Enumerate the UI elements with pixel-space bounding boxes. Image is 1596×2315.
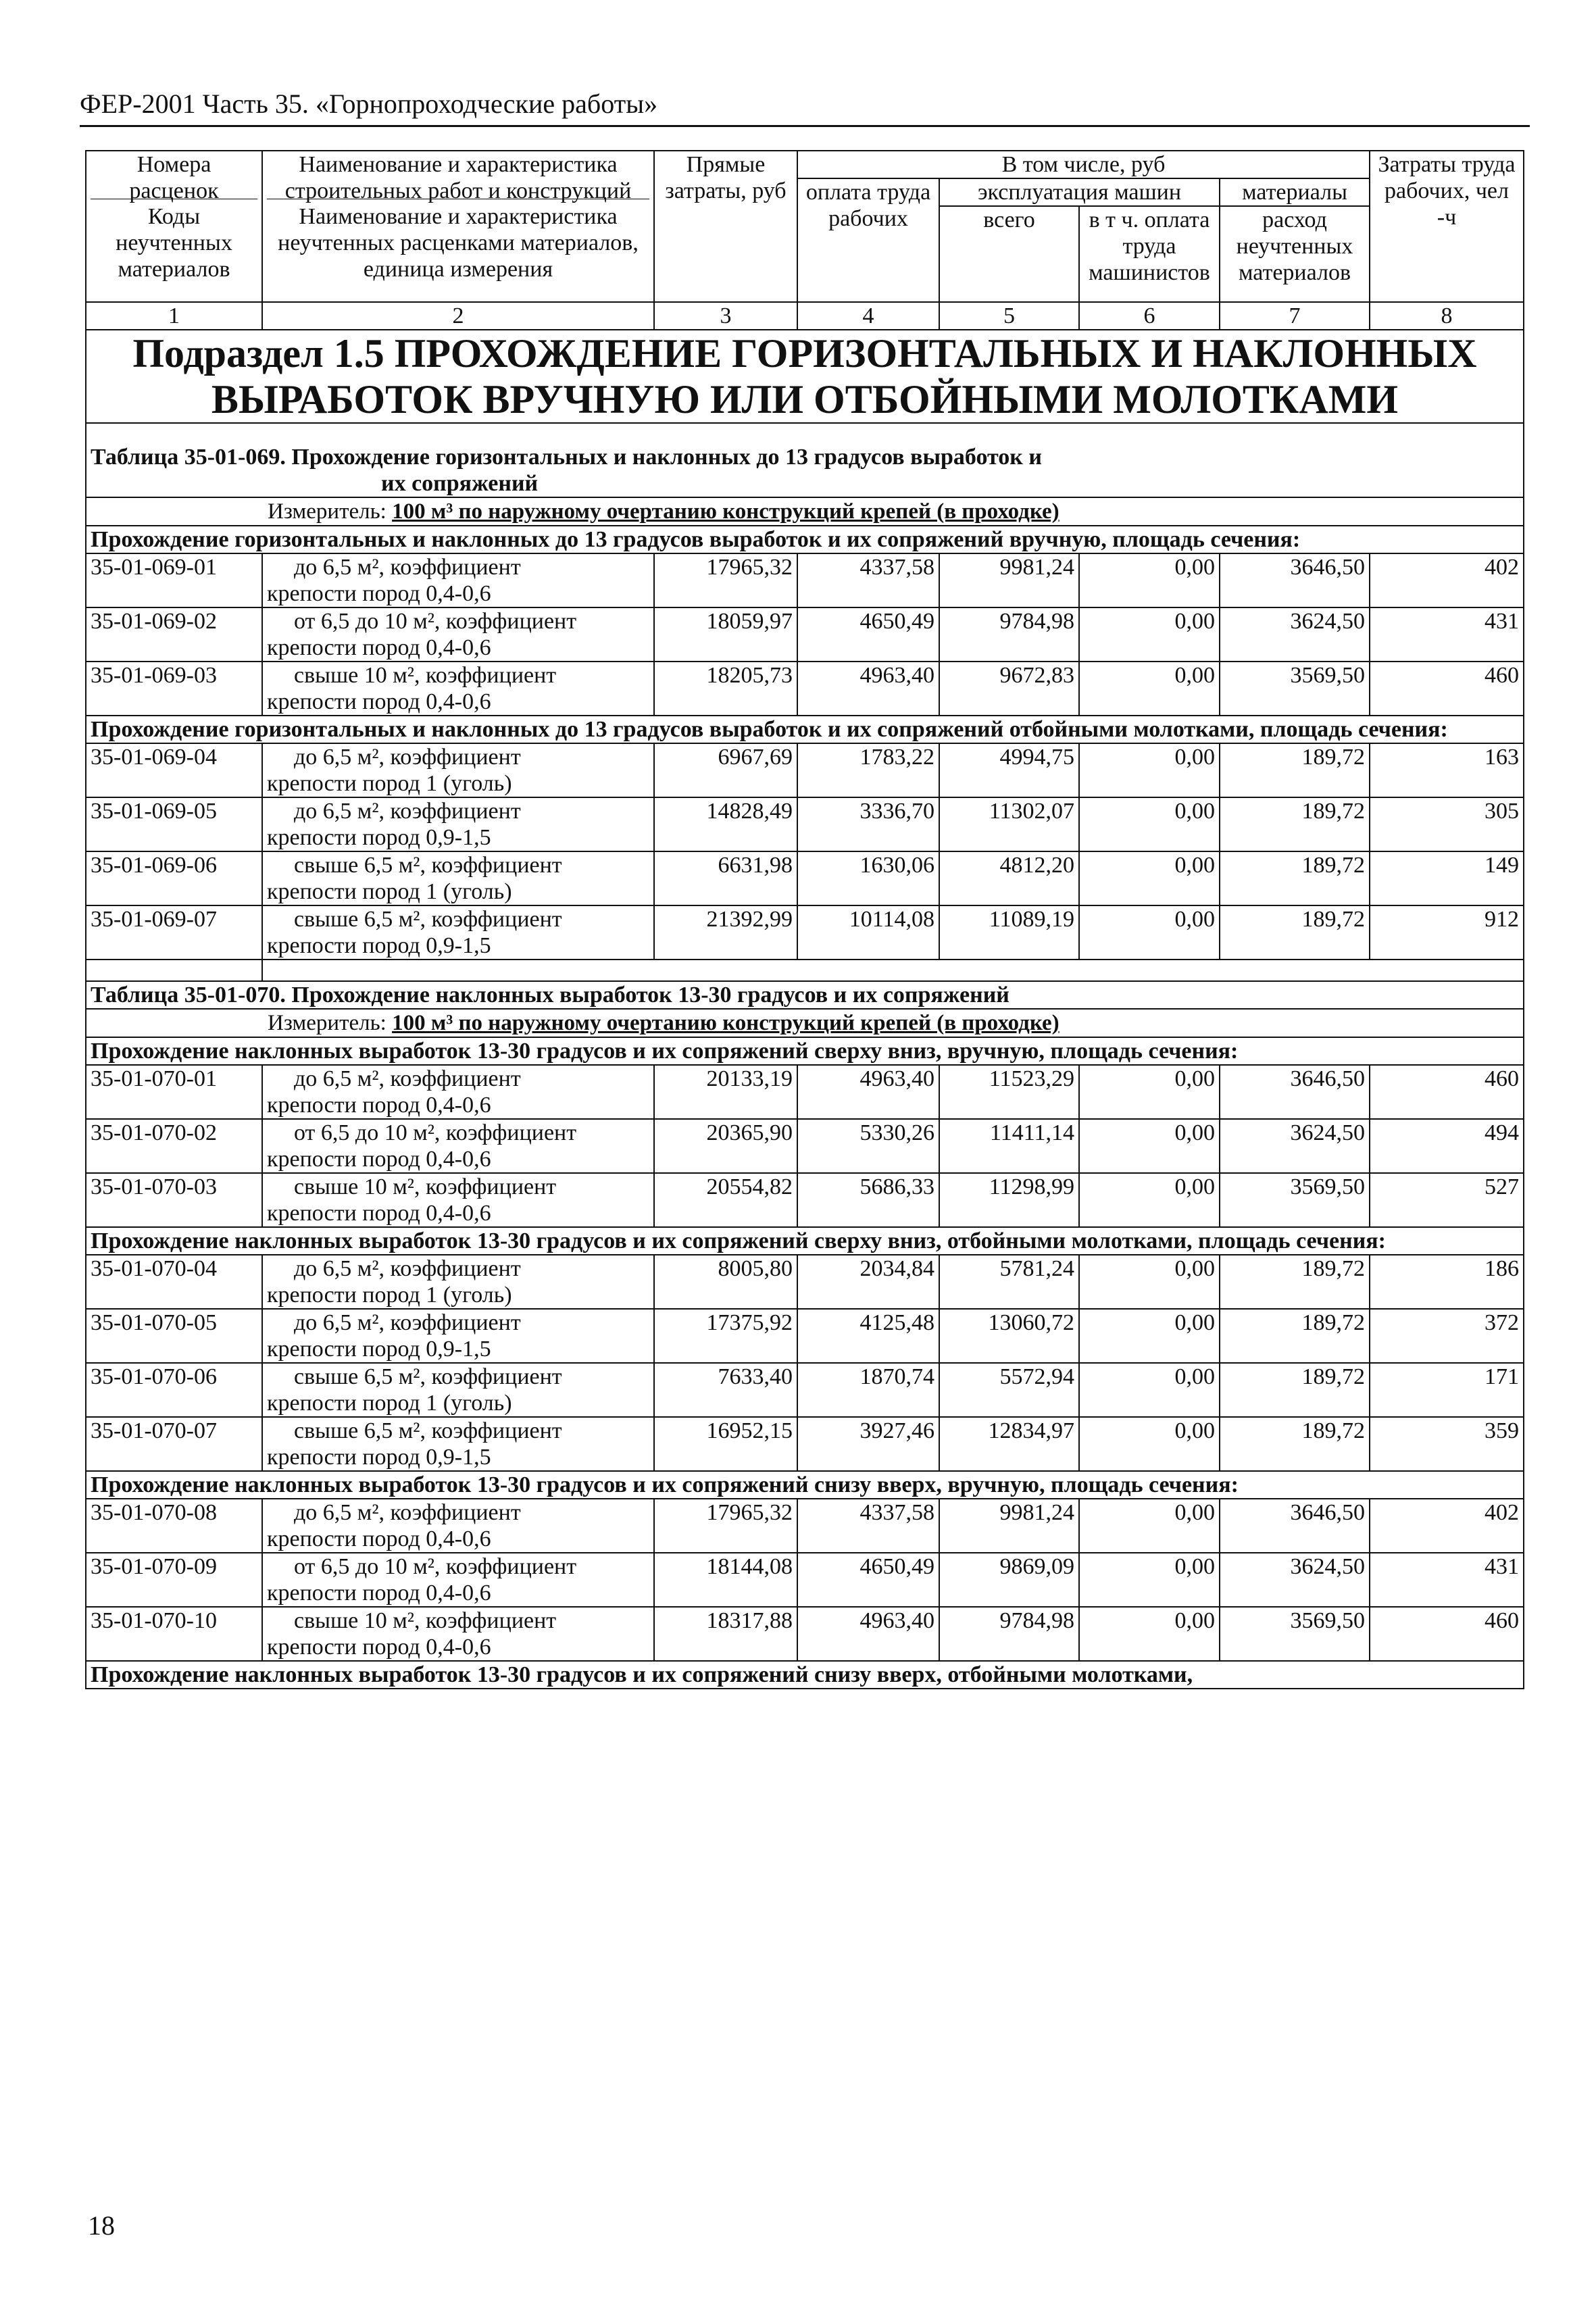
rate-name: [262, 662, 654, 716]
subsection-title: [86, 330, 1524, 423]
machines-total: 5572,94: [939, 1363, 1079, 1417]
machinist-pay: 0,00: [1079, 1065, 1220, 1119]
rate-code: 35-01-069-02: [86, 607, 262, 662]
labor-hours: 149: [1370, 851, 1524, 905]
group-header-row: [86, 1661, 1524, 1689]
group-title: Прохождение наклонных выработок 13-30 градусов и их сопряжений снизу вверх, отбойными молотками,: [86, 1661, 1524, 1689]
direct-cost: 18205,73: [654, 662, 797, 716]
table-row: [86, 1499, 1524, 1553]
group-header-row: [86, 716, 1524, 743]
header-col1: [86, 151, 262, 302]
labor-hours: 305: [1370, 797, 1524, 851]
materials-cost: 3646,50: [1220, 553, 1370, 607]
table-row: [86, 743, 1524, 797]
column-number: 6: [1079, 302, 1220, 330]
rate-code: 35-01-070-01: [86, 1065, 262, 1119]
labor-hours: 402: [1370, 553, 1524, 607]
rate-name-line2: крепости пород 0,9-1,5: [267, 933, 491, 958]
machinist-pay: 0,00: [1079, 743, 1220, 797]
rate-name: [262, 1255, 654, 1309]
machines-total: 12834,97: [939, 1417, 1079, 1471]
machines-total: 11298,99: [939, 1173, 1079, 1227]
materials-cost: 189,72: [1220, 1363, 1370, 1417]
machines-total: 4994,75: [939, 743, 1079, 797]
machinist-pay: 0,00: [1079, 1119, 1220, 1173]
table2-title: [86, 981, 1524, 1009]
header-materials: материалы: [1220, 178, 1370, 206]
rate-name-line2: крепости пород 1 (уголь): [267, 771, 512, 796]
labor-hours: 186: [1370, 1255, 1524, 1309]
machinist-pay: 0,00: [1079, 1363, 1220, 1417]
rate-name: [262, 743, 654, 797]
rate-name-line1: свыше 6,5 м², коэффициент: [294, 853, 562, 878]
page-number: 18: [88, 2210, 115, 2241]
labor-pay: 4125,48: [797, 1309, 939, 1363]
rate-name-line2: крепости пород 1 (уголь): [267, 1283, 512, 1308]
direct-cost: 20133,19: [654, 1065, 797, 1119]
header-col1-bottom: Коды неучтенных материалов: [91, 199, 257, 282]
table1-title-line1: Таблица 35-01-069. Прохождение горизонтальных и наклонных до 13 градусов выработок и: [91, 445, 1042, 470]
rate-name: [262, 1119, 654, 1173]
table1-measure: [86, 497, 1524, 526]
materials-cost: 3624,50: [1220, 1553, 1370, 1607]
column-number: 4: [797, 302, 939, 330]
machines-total: 9672,83: [939, 662, 1079, 716]
rate-name-line1: свыше 6,5 м², коэффициент: [294, 1364, 562, 1389]
direct-cost: 18144,08: [654, 1553, 797, 1607]
column-number: 8: [1370, 302, 1524, 330]
machines-total: 4812,20: [939, 851, 1079, 905]
labor-pay: 3927,46: [797, 1417, 939, 1471]
table-row: [86, 553, 1524, 607]
rate-name: [262, 1607, 654, 1661]
rate-code: 35-01-069-06: [86, 851, 262, 905]
labor-hours: 912: [1370, 905, 1524, 960]
rate-name: [262, 1173, 654, 1227]
direct-cost: 17965,32: [654, 1499, 797, 1553]
table2-measure-text: [91, 1010, 1519, 1037]
table-row: [86, 1119, 1524, 1173]
table1-measure-value: 100 м³ по наружному очертанию конструкций крепей (в проходке): [392, 499, 1059, 524]
labor-pay: 4963,40: [797, 662, 939, 716]
rate-name-line1: от 6,5 до 10 м², коэффициент: [294, 1120, 577, 1145]
rate-name: [262, 607, 654, 662]
table-row: [86, 797, 1524, 851]
machines-total: 9981,24: [939, 553, 1079, 607]
group-header-row: [86, 526, 1524, 553]
labor-hours: 460: [1370, 1065, 1524, 1119]
labor-hours: 359: [1370, 1417, 1524, 1471]
rate-name-line1: свыше 10 м², коэффициент: [294, 1608, 557, 1633]
rate-name-line1: до 6,5 м², коэффициент: [294, 1066, 521, 1091]
rate-name-line1: свыше 10 м², коэффициент: [294, 663, 557, 688]
subsection-title-line1: Подраздел 1.5 ПРОХОЖДЕНИЕ ГОРИЗОНТАЛЬНЫХ И НАКЛОННЫХ: [132, 331, 1477, 376]
materials-cost: 3569,50: [1220, 1173, 1370, 1227]
rate-code: 35-01-070-02: [86, 1119, 262, 1173]
rate-name-line1: свыше 6,5 м², коэффициент: [294, 1418, 562, 1443]
rate-name: [262, 1309, 654, 1363]
direct-cost: 18317,88: [654, 1607, 797, 1661]
table1-title-line2: их сопряжений: [381, 471, 539, 496]
machines-total: 11302,07: [939, 797, 1079, 851]
direct-cost: 17965,32: [654, 553, 797, 607]
table-row: [86, 1363, 1524, 1417]
rate-name-line1: от 6,5 до 10 м², коэффициент: [294, 609, 577, 634]
rate-name-line2: крепости пород 0,4-0,6: [267, 1580, 491, 1605]
rate-name: [262, 1065, 654, 1119]
labor-pay: 4337,58: [797, 553, 939, 607]
labor-hours: 460: [1370, 1607, 1524, 1661]
machinist-pay: 0,00: [1079, 797, 1220, 851]
labor-pay: 2034,84: [797, 1255, 939, 1309]
rates-table-body: [86, 151, 1524, 1689]
machines-total: 11089,19: [939, 905, 1079, 960]
header-col6: в т ч. оплата труда машинистов: [1079, 206, 1220, 302]
materials-cost: 3646,50: [1220, 1065, 1370, 1119]
table1-measure-text: [91, 498, 1519, 525]
spacer-cell: [262, 960, 1524, 981]
column-number: 1: [86, 302, 262, 330]
rate-name: [262, 1553, 654, 1607]
header-col5: всего: [939, 206, 1079, 302]
rate-name-line1: от 6,5 до 10 м², коэффициент: [294, 1554, 577, 1579]
labor-hours: 460: [1370, 662, 1524, 716]
rate-name: [262, 1363, 654, 1417]
machinist-pay: 0,00: [1079, 1309, 1220, 1363]
labor-hours: 494: [1370, 1119, 1524, 1173]
rate-code: 35-01-070-04: [86, 1255, 262, 1309]
materials-cost: 3569,50: [1220, 662, 1370, 716]
labor-pay: 1783,22: [797, 743, 939, 797]
header-col8: Затраты труда рабочих, чел -ч: [1370, 151, 1524, 302]
machinist-pay: 0,00: [1079, 1499, 1220, 1553]
rate-code: 35-01-070-07: [86, 1417, 262, 1471]
table-spacer-row: [86, 960, 1524, 981]
group-title: Прохождение горизонтальных и наклонных до 13 градусов выработок и их сопряжений вручную, площадь сечения:: [86, 526, 1524, 553]
table1-measure-row: [86, 497, 1524, 526]
rate-name: [262, 905, 654, 960]
rate-name-line2: крепости пород 0,4-0,6: [267, 1526, 491, 1551]
header-col3: Прямые затраты, руб: [654, 151, 797, 302]
table-row: [86, 662, 1524, 716]
machines-total: 11411,14: [939, 1119, 1079, 1173]
machinist-pay: 0,00: [1079, 1607, 1220, 1661]
table-row: [86, 1173, 1524, 1227]
labor-pay: 1630,06: [797, 851, 939, 905]
machines-total: 11523,29: [939, 1065, 1079, 1119]
labor-pay: 3336,70: [797, 797, 939, 851]
table-row: [86, 905, 1524, 960]
rate-name-line2: крепости пород 0,4-0,6: [267, 1147, 491, 1172]
rate-name-line2: крепости пород 0,4-0,6: [267, 1635, 491, 1660]
header-incl: В том числе, руб: [797, 151, 1370, 178]
table-row: [86, 1065, 1524, 1119]
subsection-title-line2: ВЫРАБОТОК ВРУЧНУЮ ИЛИ ОТБОЙНЫМИ МОЛОТКАМИ: [211, 377, 1399, 422]
table1-title-row: [86, 423, 1524, 497]
direct-cost: 8005,80: [654, 1255, 797, 1309]
group-header-row: [86, 1471, 1524, 1499]
table2-measure-label: Измеритель:: [268, 1011, 386, 1035]
table2-measure-value: 100 м³ по наружному очертанию конструкций крепей (в проходке): [392, 1011, 1059, 1035]
rate-name: [262, 851, 654, 905]
machines-total: 5781,24: [939, 1255, 1079, 1309]
rate-name-line1: до 6,5 м², коэффициент: [294, 1310, 521, 1335]
machines-total: 9981,24: [939, 1499, 1079, 1553]
rate-code: 35-01-070-06: [86, 1363, 262, 1417]
machinist-pay: 0,00: [1079, 1255, 1220, 1309]
rate-name-line2: крепости пород 0,4-0,6: [267, 581, 491, 606]
rate-code: 35-01-069-05: [86, 797, 262, 851]
table-row: [86, 1553, 1524, 1607]
machines-total: 9784,98: [939, 607, 1079, 662]
rate-code: 35-01-070-03: [86, 1173, 262, 1227]
rate-name: [262, 1499, 654, 1553]
rate-name-line2: крепости пород 0,9-1,5: [267, 1337, 491, 1362]
table2-title-row: [86, 981, 1524, 1009]
column-number-row: [86, 302, 1524, 330]
rates-table: [85, 150, 1524, 1689]
machines-total: 13060,72: [939, 1309, 1079, 1363]
rate-name-line1: до 6,5 м², коэффициент: [294, 555, 521, 580]
labor-hours: 527: [1370, 1173, 1524, 1227]
rate-name: [262, 797, 654, 851]
table-row: [86, 607, 1524, 662]
header-col7: расход неучтенных материалов: [1220, 206, 1370, 302]
direct-cost: 6967,69: [654, 743, 797, 797]
direct-cost: 16952,15: [654, 1417, 797, 1471]
labor-hours: 372: [1370, 1309, 1524, 1363]
labor-pay: 4337,58: [797, 1499, 939, 1553]
labor-hours: 402: [1370, 1499, 1524, 1553]
rate-code: 35-01-070-09: [86, 1553, 262, 1607]
labor-pay: 4963,40: [797, 1065, 939, 1119]
table2-title-line1: Таблица 35-01-070. Прохождение наклонных выработок 13-30 градусов и их сопряжений: [91, 982, 1009, 1007]
rate-name-line2: крепости пород 0,9-1,5: [267, 825, 491, 850]
rate-name-line1: свыше 10 м², коэффициент: [294, 1174, 557, 1199]
labor-pay: 10114,08: [797, 905, 939, 960]
column-number: 5: [939, 302, 1079, 330]
rate-name-line2: крепости пород 0,9-1,5: [267, 1445, 491, 1470]
group-header-row: [86, 1037, 1524, 1065]
rate-name-line1: до 6,5 м², коэффициент: [294, 745, 521, 770]
rate-name-line1: до 6,5 м², коэффициент: [294, 799, 521, 824]
table-row: [86, 1309, 1524, 1363]
rate-name-line2: крепости пород 0,4-0,6: [267, 635, 491, 660]
materials-cost: 189,72: [1220, 905, 1370, 960]
table2-measure: [86, 1009, 1524, 1037]
spacer-cell: [86, 960, 262, 981]
labor-pay: 4650,49: [797, 1553, 939, 1607]
group-header-row: [86, 1227, 1524, 1255]
materials-cost: 3624,50: [1220, 607, 1370, 662]
labor-hours: 163: [1370, 743, 1524, 797]
direct-cost: 17375,92: [654, 1309, 797, 1363]
rate-code: 35-01-070-10: [86, 1607, 262, 1661]
labor-pay: 4963,40: [797, 1607, 939, 1661]
rate-name-line2: крепости пород 1 (уголь): [267, 879, 512, 904]
table-row: [86, 1417, 1524, 1471]
rate-name-line1: до 6,5 м², коэффициент: [294, 1256, 521, 1281]
direct-cost: 7633,40: [654, 1363, 797, 1417]
machinist-pay: 0,00: [1079, 553, 1220, 607]
materials-cost: 189,72: [1220, 851, 1370, 905]
rate-name-line2: крепости пород 0,4-0,6: [267, 1201, 491, 1226]
rate-code: 35-01-070-05: [86, 1309, 262, 1363]
labor-hours: 171: [1370, 1363, 1524, 1417]
column-number: 7: [1220, 302, 1370, 330]
column-number: 2: [262, 302, 654, 330]
rate-code: 35-01-069-04: [86, 743, 262, 797]
column-number: 3: [654, 302, 797, 330]
machinist-pay: 0,00: [1079, 851, 1220, 905]
rate-name-line1: до 6,5 м², коэффициент: [294, 1500, 521, 1525]
group-title: Прохождение горизонтальных и наклонных до 13 градусов выработок и их сопряжений отбойными молотками, площадь сечения:: [86, 716, 1524, 743]
running-header: ФЕР-2001 Часть 35. «Горнопроходческие работы»: [80, 88, 1530, 127]
direct-cost: 20365,90: [654, 1119, 797, 1173]
table2-measure-row: [86, 1009, 1524, 1037]
materials-cost: 3569,50: [1220, 1607, 1370, 1661]
labor-hours: 431: [1370, 1553, 1524, 1607]
machinist-pay: 0,00: [1079, 1173, 1220, 1227]
group-title: Прохождение наклонных выработок 13-30 градусов и их сопряжений сверху вниз, вручную, площадь сечения:: [86, 1037, 1524, 1065]
materials-cost: 189,72: [1220, 1309, 1370, 1363]
machinist-pay: 0,00: [1079, 905, 1220, 960]
header-col2: [262, 151, 654, 302]
machinist-pay: 0,00: [1079, 1417, 1220, 1471]
rate-name-line2: крепости пород 0,4-0,6: [267, 689, 491, 714]
direct-cost: 18059,97: [654, 607, 797, 662]
materials-cost: 189,72: [1220, 1255, 1370, 1309]
rate-code: 35-01-070-08: [86, 1499, 262, 1553]
header-machines: эксплуатация машин: [939, 178, 1220, 206]
rate-name-line1: свыше 6,5 м², коэффициент: [294, 907, 562, 932]
rate-name-line2: крепости пород 1 (уголь): [267, 1391, 512, 1416]
header-row-1: [86, 151, 1524, 178]
group-title: Прохождение наклонных выработок 13-30 градусов и их сопряжений сверху вниз, отбойными молотками, площадь сечения:: [86, 1227, 1524, 1255]
materials-cost: 189,72: [1220, 743, 1370, 797]
rate-code: 35-01-069-01: [86, 553, 262, 607]
header-col4: оплата труда рабочих: [797, 178, 939, 302]
labor-pay: 5330,26: [797, 1119, 939, 1173]
direct-cost: 14828,49: [654, 797, 797, 851]
labor-pay: 4650,49: [797, 607, 939, 662]
table1-title: [86, 423, 1524, 497]
group-title: Прохождение наклонных выработок 13-30 градусов и их сопряжений снизу вверх, вручную, площадь сечения:: [86, 1471, 1524, 1499]
direct-cost: 6631,98: [654, 851, 797, 905]
subsection-title-row: [86, 330, 1524, 423]
machinist-pay: 0,00: [1079, 662, 1220, 716]
rate-code: 35-01-069-07: [86, 905, 262, 960]
table1-measure-label: Измеритель:: [268, 499, 386, 524]
labor-hours: 431: [1370, 607, 1524, 662]
header-col2-top: Наименование и характеристика строительных работ и конструкций: [284, 152, 632, 203]
materials-cost: 3624,50: [1220, 1119, 1370, 1173]
machines-total: 9784,98: [939, 1607, 1079, 1661]
machines-total: 9869,09: [939, 1553, 1079, 1607]
table-row: [86, 1255, 1524, 1309]
materials-cost: 3646,50: [1220, 1499, 1370, 1553]
table-row: [86, 1607, 1524, 1661]
direct-cost: 21392,99: [654, 905, 797, 960]
header-col2-bottom: Наименование и характеристика неучтенных расценками материалов, единица измерения: [267, 199, 649, 282]
rate-name-line2: крепости пород 0,4-0,6: [267, 1093, 491, 1118]
rate-name: [262, 1417, 654, 1471]
labor-pay: 5686,33: [797, 1173, 939, 1227]
labor-pay: 1870,74: [797, 1363, 939, 1417]
header-col1-top: Номера расценок: [129, 152, 219, 203]
direct-cost: 20554,82: [654, 1173, 797, 1227]
materials-cost: 189,72: [1220, 1417, 1370, 1471]
machinist-pay: 0,00: [1079, 607, 1220, 662]
rate-name: [262, 553, 654, 607]
table-row: [86, 851, 1524, 905]
rate-code: 35-01-069-03: [86, 662, 262, 716]
materials-cost: 189,72: [1220, 797, 1370, 851]
machinist-pay: 0,00: [1079, 1553, 1220, 1607]
